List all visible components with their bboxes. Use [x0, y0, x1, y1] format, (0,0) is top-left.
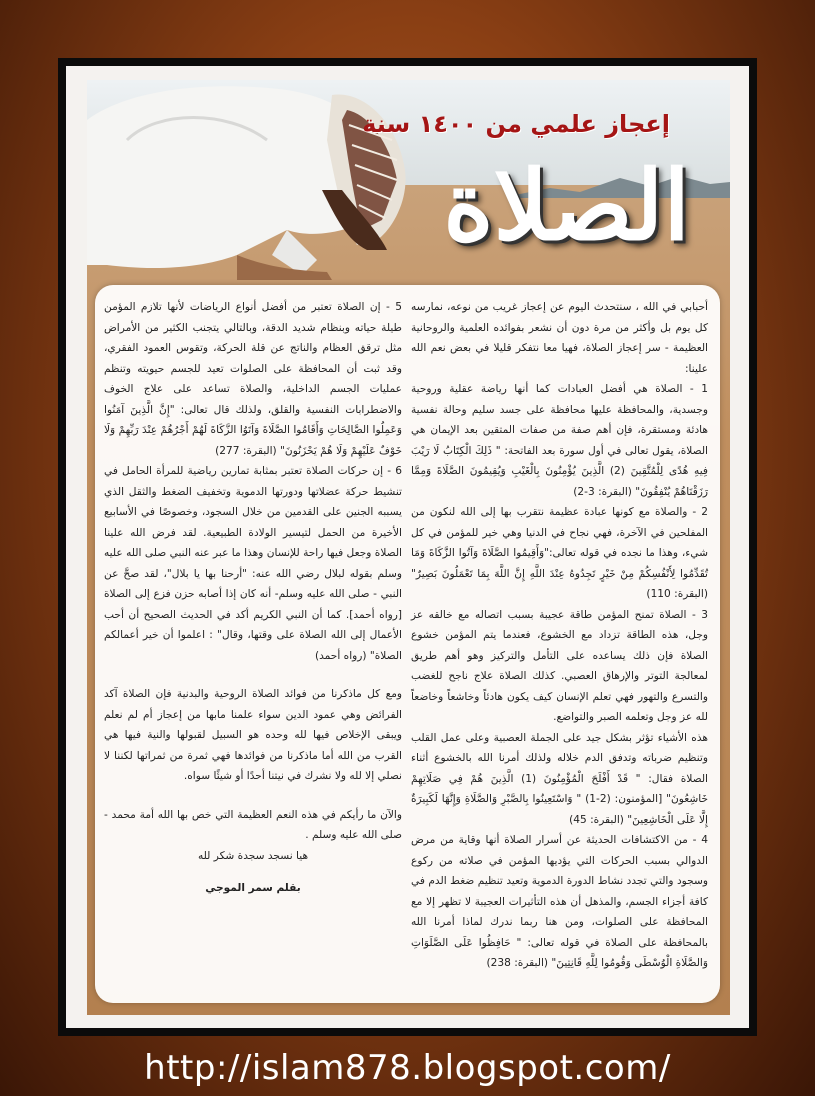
- paragraph-point-2: 2 - والصلاة مع كونها عبادة عظيمة نتقرب بها إلى الله لنكون من المفلحين في الآخرة، فهي نجاح في الدنيا وهي خير للمؤمن في كل شيء، وهذا ما نجده في قوله تعالى:"وَأَقِيمُوا الصَّلَاةَ وَآتُوا الزَّكَاةَ وَمَا تُقَدِّمُوا لِأَنْفُسِكُمْ مِنْ خَيْرٍ تَجِدُوهُ عِنْدَ اللَّهِ إِنَّ اللَّهَ بِمَا تَعْمَلُونَ بَصِيرٌ" (البقرة: 110): [411, 506, 708, 600]
- paragraph-point-3: 3 - الصلاة تمنح المؤمن طاقة عجيبة بسبب اتصاله مع خالقه عز وجل، هذه الطاقة تزداد مع الخشوع، فعندما يتم المؤمن خشوع الصلاة فإن ذلك يساعده على التأمل والتركيز وهو أهم طريق لمعالجة التوتر والإرهاق العصبي. كذلك الصلاة علاج ناجح للغضب والتسرع والتهور فهي تعلم الإنسان كيف يكون هادئاً وخاشعاً وخاضعاً لله عز وجل وتعلمه الصبر والتواضع.: [411, 608, 708, 723]
- paragraph-point-5: 5 - إن الصلاة تعتبر من أفضل أنواع الرياضات لأنها تلازم المؤمن طيلة حياته وبنظام شديد الدقة، وبالتالي يتجنب الكثير من الأمراض مثل ترقق العظام والناتج عن قلة الحركة، وتقوس العمود الفقري، وقد ثبت أن المحافظة على الصلوات تعيد للجسم حيويته وتنظم عمليات الجسم الداخلية، والصلاة تساعد على علاج الخوف والاضطرابات النفسية والقلق، ولذلك قال تعالى: "إِنَّ الَّذِينَ آمَنُوا وَعَمِلُوا الصَّالِحَاتِ وَأَقَامُوا الصَّلَاةَ وَآتَوُا الزَّكَاةَ لَهُمْ أَجْرُهُمْ عِنْدَ رَبِّهِمْ وَلَا خَوْفٌ عَلَيْهِمْ وَلَا هُمْ يَحْزَنُونَ" (البقرة: 277): [104, 301, 402, 457]
- paragraph-conclusion: ومع كل ماذكرنا من فوائد الصلاة الروحية والبدنية فإن الصلاة آكد الفرائض وهي عمود الدين سواء علمنا مابها من إعجاز أم لم نعلم ويبقى الإخلاص فيها لله وحده هو السبيل لقبولها والنية فيها هي القرب من الله أما ماذكرنا من فوائدها فهي ثمرة من ثمراتها لكننا لا نصلي إلا لله ولا نشرك في نيتنا أحدًا أو شيئًا سواه.: [104, 688, 402, 782]
- paragraph-point-1: 1 - الصلاة هي أفضل العبادات كما أنها رياضة عقلية وروحية وجسدية، والمحافظة عليها محافظة على جسد سليم وحالة نفسية هادئة ومستقرة، فإن أهم صفة من صفات المتقين بعد الإيمان هي الصلاة، يقول تعالى في أول سورة بعد الفاتحة: " ذَلِكَ الْكِتَابُ لَا رَيْبَ فِيهِ هُدًى لِلْمُتَّقِينَ (2) الَّذِينَ يُؤْمِنُونَ بِالْغَيْبِ وَيُقِيمُونَ الصَّلَاةَ وَمِمَّا رَزَقْنَاهُمْ يُنْفِقُونَ" (البقرة: 3-2): [411, 383, 708, 498]
- article-panel: [95, 285, 720, 1003]
- paragraph-point-6: 6 - إن حركات الصلاة تعتبر بمثابة تمارين رياضية للمرأة الحامل في تنشيط حركة عضلاتها ودورتها الدموية وتخفيف الضغط والثقل الذي يسببه الجنين على القدمين من خلال السجود، وخصوصًا في الأسابيع الأخيرة من الحمل لتيسير الولادة الطبيعية. لقد فرض الله علينا الصلاة وجعل فيها راحة للإنسان وهذا ما عبر عنه النبي صلى الله عليه وسلم بقوله لبلال رضي الله عنه: "أرحنا بها يا بلال"، لقد صحَّ عن النبي - صلى الله عليه وسلم- أنه كان إذا أصابه حزن فزع إلى الصلاة [رواه أحمد]. كما أن النبي الكريم أكد في الحديث الصحيح أن أحب الأعمال إلى الله الصلاة على وقتها، وقال" : اعلموا أن خير أعمالكم الصلاة" (رواه أحمد): [104, 465, 402, 662]
- paragraph-point-3-cont: هذه الأشياء تؤثر بشكل جيد على الجملة العصبية وعلى عمل القلب وتنظيم ضرباته وتدفق الدم خلاله ولذلك أمرنا الله بالخشوع أثناء الصلاة فقال: " قَدْ أَفْلَحَ الْمُؤْمِنُونَ (1) الَّذِينَ هُمْ فِي صَلَاتِهِمْ خَاشِعُونَ" [المؤمنون: (2-1) " وَاسْتَعِينُوا بِالصَّبْرِ وَالصَّلَاةِ وَإِنَّهَا لَكَبِيرَةٌ إِلَّا عَلَى الْخَاشِعِينَ" (البقرة: 45): [411, 731, 709, 826]
- poster: [87, 80, 730, 1015]
- paragraph-question: والآن ما رأيكم في هذه النعم العظيمة التي خص بها الله أمة محمد - صلى الله عليه وسلم .: [104, 808, 402, 841]
- footer-url: http://islam878.blogspot.com/: [144, 1048, 671, 1088]
- headline-title: الصلاة: [443, 149, 690, 262]
- article-column-right: [411, 297, 708, 974]
- headline-subtitle: إعجاز علمي من ١٤٠٠ سنة: [362, 110, 670, 138]
- paragraph-call-to-prostrate: هيا نسجد سجدة شكر لله: [197, 849, 309, 862]
- paragraph-intro: أحبابي في الله ، سنتحدث اليوم عن إعجاز غريب من نوعه، نمارسه كل يوم بل وأكثر من مرة دون أن نشعر بفوائده العلمية والروحانية العظيمة - سر إعجاز الصلاة، فهيا معا نتفكر قليلا في بعض نعم الله علينا:: [411, 301, 708, 375]
- author-signature: بقلم سمر الموجي: [205, 882, 301, 894]
- article-column-left: [104, 297, 402, 899]
- paragraph-point-4: 4 - من الاكتشافات الحديثة عن أسرار الصلاة أنها وقاية من مرض الدوالي بسبب الحركات التي يؤديها المؤمن في صلاته من ركوع وسجود والتي تجدد نشاط الدورة الدموية وتعيد تنظيم ضغط الدم في كافة أجزاء الجسم، والمذهل أن هذه التأثيرات العجيبة لا تظهر إلا مع المحافظة على الصلوات، ومن هنا ربما ندرك لماذا أمرنا الله بالمحافظة على الصلاة في قوله تعالى: " حَافِظُوا عَلَى الصَّلَوَاتِ وَالصَّلَاةِ الْوُسْطَى وَقُومُوا لِلَّهِ قَانِتِينَ" (البقرة: 238): [411, 834, 708, 969]
